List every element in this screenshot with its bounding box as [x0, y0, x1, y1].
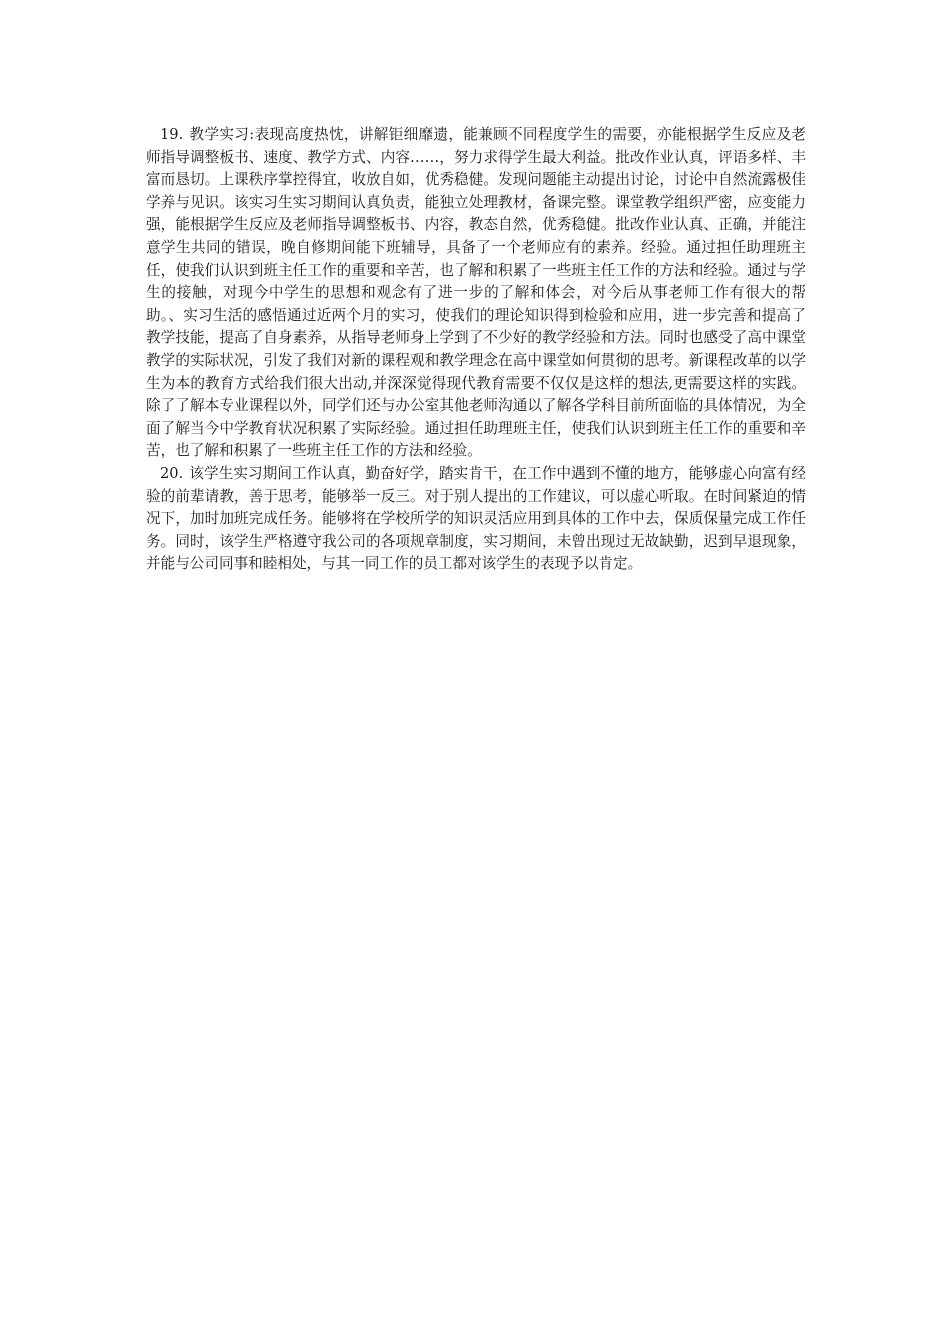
paragraph-text: 该学生实习期间工作认真，勤奋好学，踏实肯干，在工作中遇到不懂的地方，能够虚心向富有经验的前辈请教，善于思考，能够举一反三。对于别人提出的工作建议，可以虚心听取。在时间紧迫的情况下，加时加班完成任务。能够将在学校所学的知识灵活应用到具体的工作中去，保质保量完成工作任务。同时，该学生严格遵守我公司的各项规章制度，实习期间，未曾出现过无故缺勤，迟到早退现象，并能与公司同事和睦相处，与其一同工作的员工都对该学生的表现予以肯定。: [146, 464, 806, 573]
paragraph-text: 教学实习:表现高度热忱，讲解钜细靡遗，能兼顾不同程度学生的需要，亦能根据学生反应及老师指导调整板书、速度、教学方式、内容……，努力求得学生最大利益。批改作业认真，评语多样、丰富而恳切。上课秩序掌控得宜，收放自如，优秀稳健。发现问题能主动提出讨论，讨论中自然流露极佳学养与见识。该实习生实习期间认真负责，能独立处理教材，备课完整。课堂教学组织严密，应变能力强，能根据学生反应及老师指导调整板书、内容，教态自然，优秀稳健。批改作业认真、正确，并能注意学生共同的错误，晚自修期间能下班辅导，具备了一个老师应有的素养。经验。通过担任助理班主任，使我们认识到班主任工作的重要和辛苦，也了解和积累了一些班主任工作的方法和经验。通过与学生的接触，对现今中学生的思想和观念有了进一步的了解和体会，对今后从事老师工作有很大的帮助。、实习生活的感悟通过近两个月的实习，使我们的理论知识得到检验和应用，进一步完善和提高了教学技能，提高了自身素养，从指导老师身上学到了不少好的教学经验和方法。同时也感受了高中课堂教学的实际状况，引发了我们对新的课程观和教学理念在高中课堂如何贯彻的思考。新课程改革的以学生为本的教育方式给我们很大出动,并深深觉得现代教育需要不仅仅是这样的想法,更需要这样的实践。除了了解本专业课程以外，同学们还与办公室其他老师沟通以了解各学科目前所面临的具体情况，为全面了解当今中学教育状况积累了实际经验。通过担任助理班主任，使我们认识到班主任工作的重要和辛苦，也了解和积累了一些班主任工作的方法和经验。: [146, 126, 806, 460]
paragraph-number: 19.: [160, 126, 184, 143]
document-body: [146, 124, 806, 576]
paragraph-20: [146, 463, 806, 576]
paragraph-number: 20.: [160, 464, 184, 482]
paragraph-19: [146, 124, 806, 463]
